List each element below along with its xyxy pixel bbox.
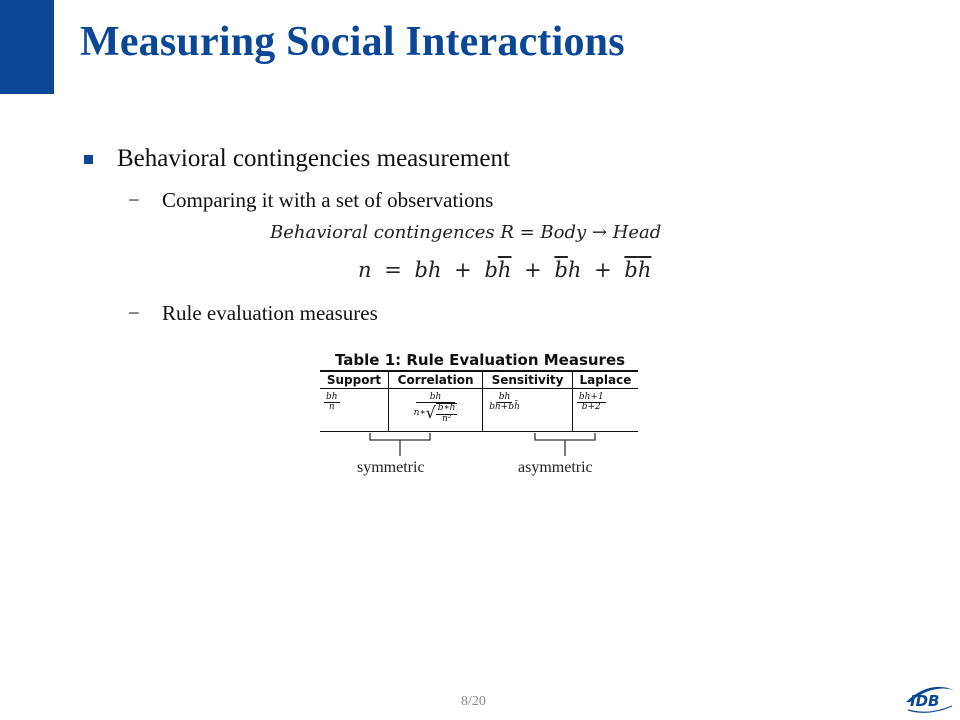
root-numerator: b∗h [437, 403, 456, 414]
formula-plus: + [454, 258, 472, 282]
formula-equals: = [384, 258, 402, 282]
table-caption: Table 1: Rule Evaluation Measures [335, 351, 626, 369]
asymmetric-label: asymmetric [518, 459, 593, 476]
bullet-text: Behavioral contingencies measurement [117, 145, 510, 172]
column-header: Laplace [572, 371, 638, 389]
symmetric-label: symmetric [357, 459, 425, 476]
formula-term: bh [414, 258, 442, 282]
sub-item-text: Rule evaluation measures [162, 301, 378, 325]
fraction-denominator: bh+bh̄ [489, 402, 520, 413]
dash-icon: − [128, 188, 140, 212]
formula-lhs: n [358, 258, 372, 282]
fraction-numerator: bh [416, 393, 456, 403]
column-header: Correlation [388, 371, 482, 389]
slide-title: Measuring Social Interactions [80, 19, 625, 65]
fraction-numerator: bh [326, 392, 338, 402]
sub-item-text: Comparing it with a set of observations [162, 188, 494, 212]
fraction-numerator: bh+1 [578, 392, 604, 402]
formula-term: $\overline{b}\overline{h}$ [624, 258, 652, 282]
column-header: Support [320, 371, 388, 389]
denominator-prefix: n∗ [413, 408, 426, 419]
fraction-denominator: n [328, 402, 335, 413]
right-brace-icon [535, 433, 595, 456]
formula-term: $\overline{b}h$ [554, 258, 582, 282]
left-brace-icon [370, 433, 430, 456]
column-header: Sensitivity [483, 371, 573, 389]
formula-plus: + [524, 258, 542, 282]
fraction-numerator: bh [498, 392, 511, 402]
sqrt-icon: √ [425, 403, 436, 423]
dash-icon: − [128, 301, 140, 325]
logo-text: IDB [910, 692, 940, 710]
page-number: 8/20 [461, 694, 486, 709]
rule-formula: Behavioral contingences R = Body → Head [270, 222, 662, 243]
idb-logo-icon [902, 676, 956, 716]
formula-term: $b\overline{h}$ [484, 258, 512, 282]
root-denominator: n² [441, 413, 452, 424]
fraction-denominator: b+2 [581, 402, 601, 413]
formula-plus: + [594, 258, 612, 282]
